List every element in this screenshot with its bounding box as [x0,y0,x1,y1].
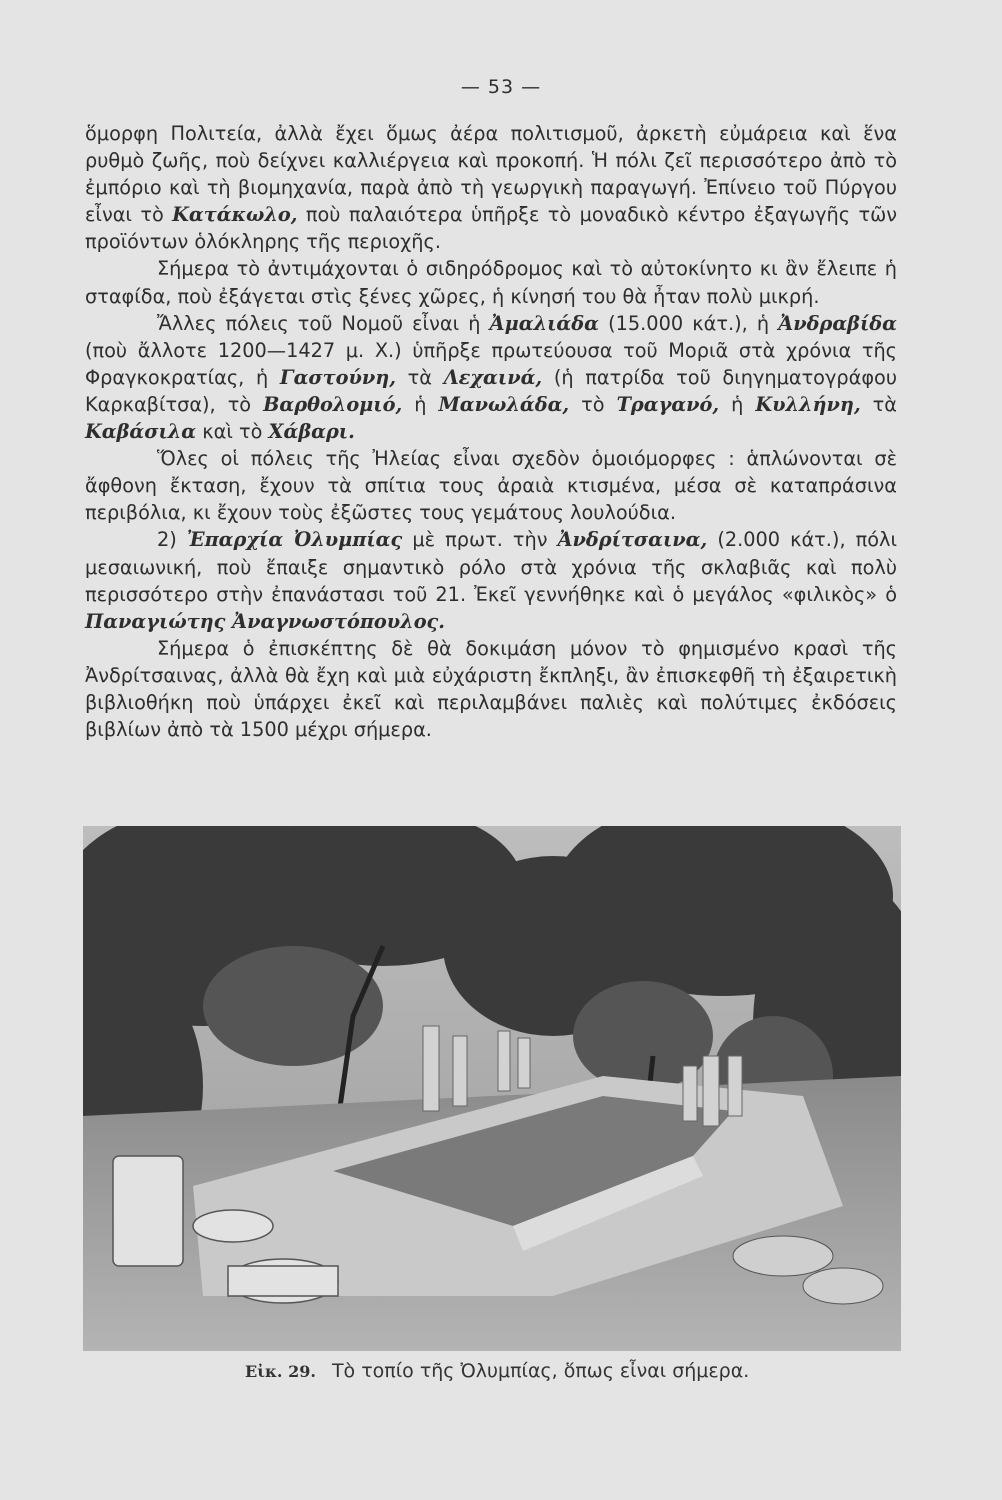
page-number: — 53 — [460,76,542,98]
emphasized-name: Χάβαρι. [268,420,355,444]
emphasized-name: Κατάκωλο, [172,203,298,227]
olympia-photo [83,826,901,1351]
body-text [85,120,897,743]
text-run: (ποὺ ἄλλοτε 1200—1427 μ. Χ.) ὑπῆρξε πρωτεύουσα τοῦ Μοριᾶ στὰ χρόνια τῆς Φραγκοκρατίας, ἡ [85,338,897,389]
figure-label: Εἰκ. 29. [245,1362,316,1381]
text-run: μὲ πρωτ. τὴν [402,528,558,552]
emphasized-name: Παναγιώτης Ἀναγνωστόπουλος. [85,609,446,633]
olympia-ruins-illustration [83,826,901,1351]
text-run: καὶ τὸ [196,420,269,444]
emphasized-name: Ἀνδραβίδα [778,311,897,335]
text-run: Ἄλλες πόλεις τοῦ Νομοῦ εἶναι ἡ [157,311,490,335]
text-run: Σήμερα ὁ ἐπισκέπτης δὲ θὰ δοκιμάση μόνον τὸ φημισμένο κρασὶ τῆς Ἀνδρίτσαινας, ἀλλὰ θὰ ἔχη καὶ μιὰ εὐχάριστη ἔκπληξι, ἂν ἐπισκεφθῆ τὴ ἐξαιρετικὴ βιβλιοθήκη ποὺ ὑπάρχει ἐκεῖ καὶ περιλαμβάνει παλιὲς καὶ πολύτιμες ἐκδόσεις βιβλίων ἀπὸ τὰ 1500 μέχρι σήμερα. [85,636,897,742]
text-run: 2) [157,528,187,552]
paragraph [85,255,897,309]
text-run: ἡ [402,392,439,416]
text-run: ποὺ παλαιότερα ὑπῆρξε τὸ μοναδικὸ κέντρο ἐξαγωγῆς τῶν προϊόντων ὁλόκληρης τῆς περιοχῆς. [85,203,897,254]
text-run: τὸ [569,392,617,416]
text-run: ἡ [719,392,756,416]
text-run: τὰ [860,392,898,416]
text-run: Σήμερα τὸ ἀντιμάχονται ὁ σιδηρόδρομος καὶ τὸ αὐτοκίνητο κι ἂν ἔλειπε ἡ σταφίδα, ποὺ ἐξάγεται στὶς ξένες χῶρες, ἡ κίνησή του θὰ ἦταν πολὺ μικρή. [85,257,897,308]
text-run: ὅμορφη Πολιτεία, ἀλλὰ ἔχει ὅμως ἀέρα πολιτισμοῦ, ἀρκετὴ εὐμάρεια καὶ ἕνα ρυθμὸ ζωῆς, ποὺ δείχνει καλλιέργεια καὶ προκοπή. Ἡ πόλι ζεῖ περισσότερο ἀπὸ τὸ ἐμπόριο καὶ τὴ βιομηχανία, παρὰ ἀπὸ τὴ γεωργικὴ παραγωγή. Ἐπίνειο τοῦ Πύργου εἶναι τὸ [85,122,897,227]
emphasized-name: Γαστούνη, [279,365,396,389]
paragraph [85,635,897,743]
text-run: τὰ [395,365,444,389]
emphasized-name: Τραγανό, [616,392,720,416]
emphasized-name: Κυλλήνη, [755,392,861,416]
figure-caption [245,1360,749,1382]
emphasized-name: Ἐπαρχία Ὀλυμπίας [186,528,403,552]
emphasized-name: Βαρθολομιό, [263,392,403,416]
figure-caption-text: Τὸ τοπίο τῆς Ὀλυμπίας, ὅπως εἶναι σήμερα. [331,1360,750,1382]
emphasized-name: Μανωλάδα, [438,392,570,416]
emphasized-name: Καβάσιλα [85,420,197,444]
text-run: (ἡ πατρίδα τοῦ διηγηματογράφου Καρκαβίτσα), τὸ [85,365,897,416]
paragraph [85,526,897,634]
text-run: (15.000 κάτ.), ἡ [598,311,779,335]
text-run: (2.000 κάτ.), πόλι μεσαιωνική, ποὺ ἔπαιξε σημαντικὸ ρόλο στὰ χρόνια τῆς σκλαβιᾶς καὶ πολὺ περισσότερο στὴν ἐπανάστασι τοῦ 21. Ἐκεῖ γεννήθηκε καὶ ὁ μεγάλος «φιλικὸς» ὁ [85,528,897,606]
emphasized-name: Ἀνδρίτσαινα, [557,528,708,552]
paragraph [85,310,897,445]
emphasized-name: Λεχαινά, [443,365,543,389]
paragraph [85,445,897,526]
paragraph [85,120,897,255]
emphasized-name: Ἀμαλιάδα [489,311,599,335]
text-run: Ὅλες οἱ πόλεις τῆς Ἠλείας εἶναι σχεδὸν ὁμοιόμορφες : ἁπλώνονται σὲ ἄφθονη ἔκταση, ἔχουν τὰ σπίτια τους ἀραιὰ κτισμένα, μέσα σὲ καταπράσινα περιβόλια, κι ἔχουν τοὺς ἐξῶστες τους γεμάτους λουλούδια. [85,447,897,525]
